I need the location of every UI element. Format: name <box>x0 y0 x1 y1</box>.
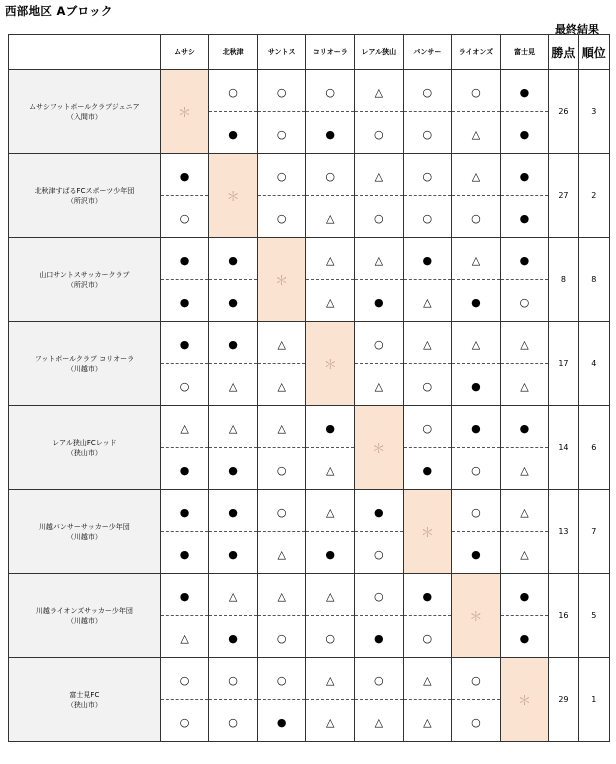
result-cell <box>160 490 209 532</box>
result-cell <box>403 238 452 280</box>
result-mark: ○ <box>471 506 481 519</box>
result-cell <box>306 70 355 112</box>
result-cell <box>209 112 258 154</box>
result-cell <box>355 196 404 238</box>
team-city: （川越市） <box>66 616 102 625</box>
result-cell <box>355 490 404 532</box>
result-mark: △ <box>326 296 335 309</box>
rank-value: 2 <box>578 154 609 238</box>
result-cell <box>500 196 549 238</box>
result-mark: ○ <box>373 590 384 603</box>
result-cell <box>306 448 355 490</box>
rank-value: 4 <box>578 322 609 406</box>
team-name: 山口サントスサッカークラブ <box>39 270 130 279</box>
team-name: 北秋津すばるFCスポーツ少年団 <box>34 186 135 195</box>
result-mark: ● <box>179 254 190 267</box>
rank-value: 7 <box>578 490 609 574</box>
result-mark: △ <box>374 86 384 99</box>
self-match-cell: ＊ <box>452 574 501 658</box>
result-mark: ● <box>471 380 481 393</box>
result-mark: △ <box>520 464 529 477</box>
result-mark: △ <box>326 716 335 729</box>
result-mark: ● <box>228 632 238 645</box>
points-value: 26 <box>549 70 578 154</box>
result-mark: ● <box>519 212 530 225</box>
result-mark: ● <box>373 296 384 309</box>
result-mark: ● <box>325 422 336 435</box>
header-row <box>9 35 610 70</box>
result-mark: ○ <box>276 128 287 141</box>
result-cell <box>306 196 355 238</box>
league-body <box>9 70 610 742</box>
result-cell <box>500 280 549 322</box>
result-cell <box>355 280 404 322</box>
result-cell <box>257 364 306 406</box>
result-cell <box>160 154 209 196</box>
result-cell <box>257 490 306 532</box>
result-mark: △ <box>471 128 481 141</box>
result-cell <box>500 406 549 448</box>
self-match-cell: ＊ <box>306 322 355 406</box>
result-cell <box>306 280 355 322</box>
result-mark: ● <box>519 422 530 435</box>
team-name-cell <box>9 490 161 574</box>
result-mark: ● <box>519 254 530 267</box>
result-cell <box>452 364 501 406</box>
result-mark: ○ <box>422 422 433 435</box>
result-mark: △ <box>277 380 286 393</box>
rank-header: 順位 <box>578 35 609 70</box>
result-cell <box>306 490 355 532</box>
result-mark: ○ <box>519 296 530 309</box>
result-mark: △ <box>277 422 286 435</box>
result-cell <box>209 532 258 574</box>
result-mark: △ <box>423 716 432 729</box>
result-cell <box>500 532 549 574</box>
result-mark: ● <box>179 338 190 351</box>
result-mark: ● <box>276 716 287 729</box>
result-cell <box>257 112 306 154</box>
result-cell <box>500 448 549 490</box>
result-cell <box>306 616 355 658</box>
result-cell <box>355 238 404 280</box>
team-row <box>9 322 610 364</box>
team-name-cell <box>9 658 161 742</box>
result-cell <box>452 700 501 742</box>
result-cell <box>257 700 306 742</box>
result-mark: ○ <box>276 506 287 519</box>
result-mark: ○ <box>276 464 287 477</box>
result-cell <box>355 658 404 700</box>
result-mark: ● <box>228 338 238 351</box>
result-mark: ● <box>519 632 530 645</box>
team-city: （川越市） <box>66 364 102 373</box>
team-name: ムサシフットボールクラブジュニア <box>29 102 140 111</box>
team-city: （入間市） <box>66 112 102 121</box>
result-cell <box>209 448 258 490</box>
result-mark: ● <box>228 506 238 519</box>
result-mark: △ <box>374 716 384 729</box>
result-cell <box>355 364 404 406</box>
result-cell <box>403 196 452 238</box>
result-cell <box>403 364 452 406</box>
result-mark: ○ <box>373 338 384 351</box>
team-city: （所沢市） <box>66 280 102 289</box>
result-cell <box>403 406 452 448</box>
result-cell <box>209 322 258 364</box>
result-mark: ○ <box>179 212 190 225</box>
result-mark: △ <box>471 170 481 183</box>
result-mark: ○ <box>228 674 238 687</box>
column-header: レアル狭山 <box>355 35 404 70</box>
result-cell <box>257 70 306 112</box>
result-cell <box>306 574 355 616</box>
column-header: コリオーラ <box>306 35 355 70</box>
result-mark: ● <box>373 632 384 645</box>
points-value: 29 <box>549 658 578 742</box>
result-cell <box>306 112 355 154</box>
result-mark: ● <box>179 548 190 561</box>
result-mark: △ <box>326 674 335 687</box>
result-cell <box>403 112 452 154</box>
result-mark: △ <box>326 212 335 225</box>
result-mark: ○ <box>276 170 287 183</box>
result-mark: ○ <box>422 170 433 183</box>
result-cell <box>500 112 549 154</box>
points-value: 13 <box>549 490 578 574</box>
result-mark: △ <box>180 422 189 435</box>
column-header: ライオンズ <box>452 35 501 70</box>
result-mark: ○ <box>325 170 336 183</box>
result-cell <box>403 154 452 196</box>
result-mark: ○ <box>179 674 190 687</box>
team-name: 川越バンサーサッカー少年団 <box>38 522 130 531</box>
team-name-cell <box>9 70 161 154</box>
result-cell <box>160 364 209 406</box>
result-mark: ● <box>422 254 433 267</box>
result-cell <box>306 658 355 700</box>
result-cell <box>452 490 501 532</box>
team-name-cell <box>9 322 161 406</box>
result-mark: ○ <box>471 674 481 687</box>
result-mark: ○ <box>228 716 238 729</box>
result-cell <box>257 616 306 658</box>
result-cell <box>257 196 306 238</box>
result-mark: ○ <box>276 674 287 687</box>
result-mark: ● <box>422 464 433 477</box>
result-cell <box>209 406 258 448</box>
result-cell <box>209 658 258 700</box>
result-mark: △ <box>374 170 384 183</box>
result-cell <box>403 322 452 364</box>
column-header: 富士見 <box>500 35 549 70</box>
column-header: バンサー <box>403 35 452 70</box>
result-cell <box>355 322 404 364</box>
result-cell <box>452 532 501 574</box>
result-mark: ○ <box>325 86 336 99</box>
result-mark: ○ <box>373 674 384 687</box>
rank-value: 3 <box>578 70 609 154</box>
result-mark: ● <box>228 254 238 267</box>
result-mark: ● <box>179 506 190 519</box>
result-mark: ○ <box>422 86 433 99</box>
result-mark: ○ <box>422 212 433 225</box>
rank-value: 8 <box>578 238 609 322</box>
team-row <box>9 574 610 616</box>
result-mark: △ <box>326 590 335 603</box>
result-mark: ○ <box>422 380 433 393</box>
result-mark: ● <box>325 128 336 141</box>
result-cell <box>452 322 501 364</box>
team-name-cell <box>9 154 161 238</box>
self-match-cell: ＊ <box>257 238 306 322</box>
result-cell <box>209 238 258 280</box>
result-mark: ○ <box>228 86 238 99</box>
result-mark: ○ <box>373 548 384 561</box>
column-header: サントス <box>257 35 306 70</box>
result-cell <box>160 658 209 700</box>
self-match-cell: ＊ <box>403 490 452 574</box>
result-cell <box>160 700 209 742</box>
result-mark: ● <box>519 86 530 99</box>
result-cell <box>500 574 549 616</box>
result-cell <box>306 238 355 280</box>
league-table <box>8 34 610 742</box>
result-cell <box>500 322 549 364</box>
result-mark: △ <box>326 506 335 519</box>
result-cell <box>355 532 404 574</box>
result-mark: ● <box>519 128 530 141</box>
result-cell <box>452 658 501 700</box>
result-cell <box>160 322 209 364</box>
result-cell <box>160 196 209 238</box>
result-mark: △ <box>520 506 529 519</box>
result-cell <box>452 196 501 238</box>
result-mark: △ <box>423 296 432 309</box>
result-mark: ○ <box>422 632 433 645</box>
result-mark: ● <box>179 590 190 603</box>
result-mark: ● <box>228 464 238 477</box>
result-mark: ● <box>228 548 238 561</box>
result-cell <box>403 574 452 616</box>
result-cell <box>209 70 258 112</box>
points-value: 14 <box>549 406 578 490</box>
result-cell <box>452 448 501 490</box>
result-mark: △ <box>374 380 384 393</box>
result-mark: ○ <box>276 212 287 225</box>
result-mark: ● <box>471 548 481 561</box>
result-mark: △ <box>228 380 238 393</box>
page-title: 西部地区 Aブロック <box>5 4 113 18</box>
final-results-label: 最終結果 <box>555 23 599 36</box>
result-cell <box>355 154 404 196</box>
result-cell <box>306 700 355 742</box>
result-mark: △ <box>520 548 529 561</box>
result-cell <box>160 238 209 280</box>
result-mark: △ <box>326 464 335 477</box>
result-cell <box>257 154 306 196</box>
result-cell <box>452 112 501 154</box>
team-row <box>9 490 610 532</box>
header-team <box>9 35 161 70</box>
result-cell <box>403 280 452 322</box>
rank-value: 1 <box>578 658 609 742</box>
result-mark: ○ <box>471 212 481 225</box>
result-mark: △ <box>520 338 529 351</box>
rank-value: 5 <box>578 574 609 658</box>
result-cell <box>355 70 404 112</box>
result-mark: ○ <box>471 86 481 99</box>
result-mark: ● <box>179 170 190 183</box>
team-name: 川越ライオンズサッカー少年団 <box>35 606 133 615</box>
result-mark: ● <box>179 464 190 477</box>
result-cell <box>257 532 306 574</box>
result-cell <box>403 70 452 112</box>
result-cell <box>500 616 549 658</box>
result-cell <box>257 448 306 490</box>
result-mark: ● <box>471 422 481 435</box>
result-cell <box>500 364 549 406</box>
column-header: 北秋津 <box>209 35 258 70</box>
result-cell <box>500 154 549 196</box>
result-cell <box>209 700 258 742</box>
result-cell <box>209 364 258 406</box>
result-mark: ● <box>228 128 238 141</box>
result-cell <box>160 280 209 322</box>
result-mark: △ <box>471 338 481 351</box>
result-mark: △ <box>180 632 189 645</box>
result-mark: ○ <box>179 716 190 729</box>
result-mark: ○ <box>373 212 384 225</box>
result-cell <box>403 658 452 700</box>
result-cell <box>209 616 258 658</box>
team-name: 富士見FC <box>69 690 100 699</box>
team-city: （川越市） <box>66 532 102 541</box>
team-row <box>9 406 610 448</box>
team-name-cell <box>9 238 161 322</box>
result-mark: ○ <box>276 86 287 99</box>
result-cell <box>452 280 501 322</box>
result-cell <box>306 154 355 196</box>
team-row <box>9 154 610 196</box>
result-cell <box>160 616 209 658</box>
points-value: 8 <box>549 238 578 322</box>
result-cell <box>403 700 452 742</box>
rank-value: 6 <box>578 406 609 490</box>
self-match-cell: ＊ <box>209 154 258 238</box>
result-mark: ● <box>471 296 481 309</box>
team-name: レアル狭山FCレッド <box>52 438 117 447</box>
result-cell <box>452 154 501 196</box>
result-cell <box>452 238 501 280</box>
team-name-cell <box>9 574 161 658</box>
result-mark: ○ <box>471 716 481 729</box>
result-mark: △ <box>277 548 286 561</box>
result-mark: △ <box>423 674 432 687</box>
result-mark: △ <box>228 590 238 603</box>
result-cell <box>160 574 209 616</box>
result-cell <box>452 406 501 448</box>
team-city: （狭山市） <box>66 700 102 709</box>
result-cell <box>257 322 306 364</box>
result-mark: ○ <box>373 128 384 141</box>
self-match-cell: ＊ <box>160 70 209 154</box>
team-name: フットボールクラブ コリオーラ <box>34 354 135 363</box>
result-mark: △ <box>277 338 286 351</box>
points-value: 16 <box>549 574 578 658</box>
result-mark: ● <box>228 296 238 309</box>
team-city: （狭山市） <box>66 448 102 457</box>
team-city: （所沢市） <box>66 196 102 205</box>
result-cell <box>257 406 306 448</box>
result-cell <box>355 700 404 742</box>
result-mark: △ <box>471 254 481 267</box>
result-cell <box>452 70 501 112</box>
self-match-cell: ＊ <box>500 658 549 742</box>
result-cell <box>209 490 258 532</box>
result-mark: △ <box>374 254 384 267</box>
result-cell <box>209 280 258 322</box>
result-mark: ○ <box>325 632 336 645</box>
result-mark: △ <box>520 380 529 393</box>
result-cell <box>403 448 452 490</box>
result-mark: ● <box>179 296 190 309</box>
result-cell <box>160 532 209 574</box>
result-mark: ● <box>519 170 530 183</box>
points-value: 17 <box>549 322 578 406</box>
result-cell <box>355 574 404 616</box>
team-row <box>9 238 610 280</box>
result-cell <box>160 406 209 448</box>
result-cell <box>403 616 452 658</box>
result-mark: ● <box>422 590 433 603</box>
result-mark: ○ <box>422 128 433 141</box>
result-mark: ● <box>373 506 384 519</box>
result-mark: △ <box>228 422 238 435</box>
result-cell <box>160 448 209 490</box>
result-cell <box>500 238 549 280</box>
result-mark: △ <box>326 254 335 267</box>
result-mark: ● <box>519 590 530 603</box>
column-header: ムサシ <box>160 35 209 70</box>
result-cell <box>500 490 549 532</box>
result-mark: ● <box>325 548 336 561</box>
result-cell <box>306 532 355 574</box>
team-row <box>9 658 610 700</box>
result-mark: ○ <box>471 464 481 477</box>
points-value: 27 <box>549 154 578 238</box>
result-cell <box>355 616 404 658</box>
result-cell <box>257 658 306 700</box>
result-cell <box>500 70 549 112</box>
result-mark: ○ <box>276 632 287 645</box>
result-mark: △ <box>423 338 432 351</box>
result-cell <box>257 574 306 616</box>
result-cell <box>355 112 404 154</box>
team-name-cell <box>9 406 161 490</box>
result-mark: △ <box>277 590 286 603</box>
points-header: 勝点 <box>549 35 578 70</box>
result-cell <box>306 406 355 448</box>
team-row <box>9 70 610 112</box>
result-mark: ○ <box>179 380 190 393</box>
self-match-cell: ＊ <box>355 406 404 490</box>
result-cell <box>209 574 258 616</box>
